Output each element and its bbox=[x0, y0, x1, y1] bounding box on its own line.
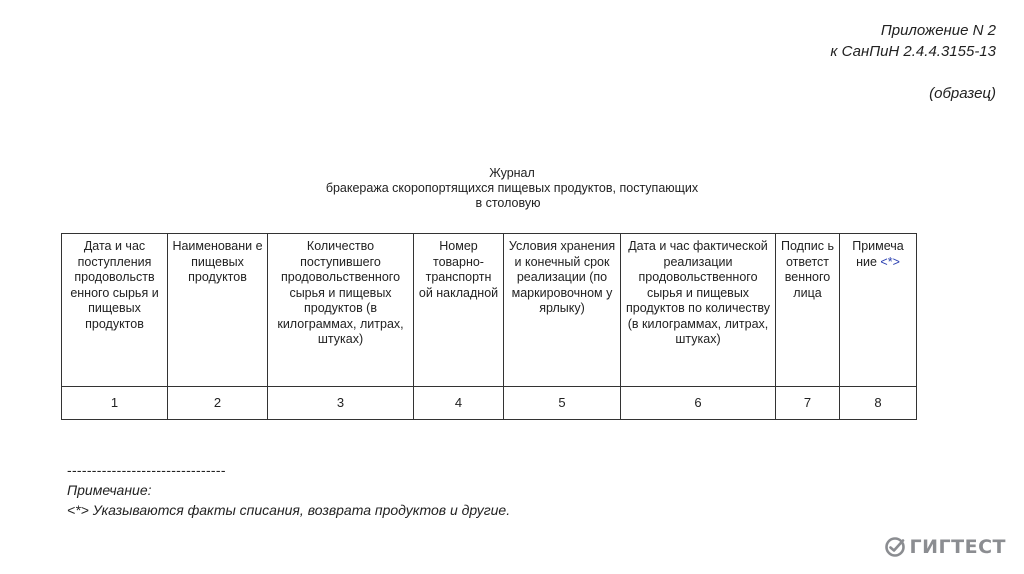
note-asterisk: <*> bbox=[880, 254, 900, 269]
column-header-note bbox=[840, 234, 917, 387]
column-header-arrival-datetime: Дата и час поступления продовольств енного сырья и пищевых продуктов bbox=[62, 234, 168, 387]
brand-logo bbox=[884, 536, 1006, 558]
journal-table bbox=[61, 233, 917, 420]
sample-label: (образец) bbox=[929, 85, 996, 102]
footnote-block bbox=[67, 460, 510, 520]
note-header-label: Примеча ние bbox=[852, 239, 904, 269]
footnote-divider: -------------------------------- bbox=[67, 462, 226, 478]
journal-subtitle: бракеража скоропортящихся пищевых продуктов, поступающих bbox=[325, 181, 699, 195]
journal-title-block bbox=[0, 166, 1024, 211]
journal-title: Журнал bbox=[489, 166, 535, 180]
appendix-line-2: к СанПиН 2.4.4.3155-13 bbox=[830, 43, 996, 60]
journal-subtitle-2: в столовую bbox=[475, 196, 541, 210]
column-number: 8 bbox=[840, 387, 917, 420]
column-header-waybill-number: Номер товарно-транспортн ой накладной bbox=[414, 234, 504, 387]
brand-name: ГИГТЕСТ bbox=[909, 536, 1006, 558]
column-header-product-name: Наименовани е пищевых продуктов bbox=[168, 234, 268, 387]
footnote-label: Примечание: bbox=[67, 482, 152, 498]
column-number: 7 bbox=[776, 387, 840, 420]
column-number: 4 bbox=[414, 387, 504, 420]
check-circle-icon bbox=[884, 536, 906, 558]
column-number: 6 bbox=[621, 387, 776, 420]
appendix-line-1: Приложение N 2 bbox=[880, 22, 996, 39]
table-header-row bbox=[62, 234, 917, 387]
column-number: 3 bbox=[268, 387, 414, 420]
footnote-text: <*> Указываются факты списания, возврата продуктов и другие. bbox=[67, 502, 511, 518]
column-header-storage-conditions: Условия хранения и конечный срок реализации (по маркировочном у ярлыку) bbox=[504, 234, 621, 387]
column-header-quantity: Количество поступившего продовольственного сырья и пищевых продуктов (в килограммах, литрах, штуках) bbox=[268, 234, 414, 387]
column-number: 2 bbox=[168, 387, 268, 420]
appendix-header bbox=[830, 20, 996, 104]
column-number: 1 bbox=[62, 387, 168, 420]
column-header-actual-sale: Дата и час фактической реализации продовольственного сырья и пищевых продуктов по количеству (в килограммах, литрах, штуках) bbox=[621, 234, 776, 387]
column-number: 5 bbox=[504, 387, 621, 420]
table-row bbox=[62, 387, 917, 420]
column-header-signature: Подпис ь ответст венного лица bbox=[776, 234, 840, 387]
